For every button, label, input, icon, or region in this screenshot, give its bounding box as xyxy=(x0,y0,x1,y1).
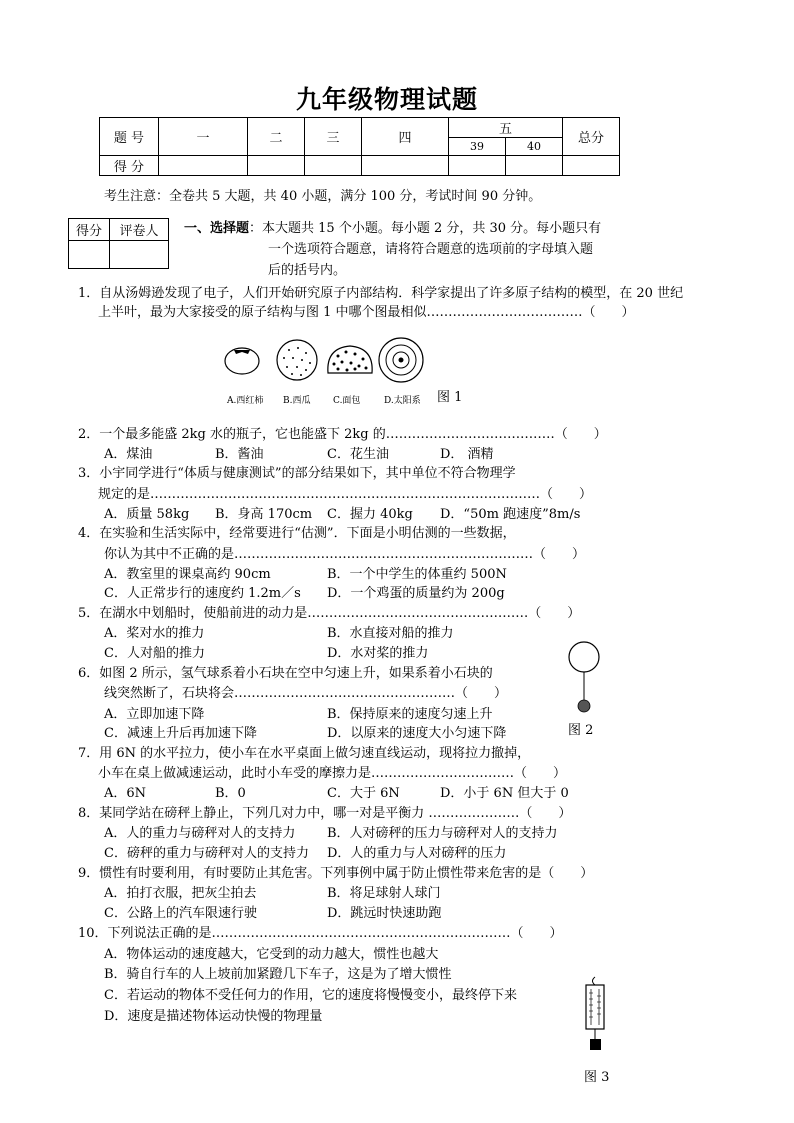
score-cell[interactable] xyxy=(362,156,449,176)
exam-notice: 考生注意：全卷共 5 大题，共 40 小题，满分 100 分，考试时间 90 分钟。 xyxy=(104,189,542,204)
fig1-caption-d: D.太阳系 xyxy=(384,396,421,406)
q7-option-c: C．大于 6N xyxy=(327,786,400,801)
q6-stem: 6．如图 2 所示，氢气球系着小石块在空中匀速上升，如果系着小石块的 xyxy=(78,666,493,681)
grader-table xyxy=(68,218,169,269)
q4-stem: 4．在实验和生活实际中，经常要进行“估测”．下面是小明估测的一些数据， xyxy=(78,526,516,541)
q6-option-b: B．保持原来的速度匀速上升 xyxy=(327,707,493,722)
q3-stem-line2: 规定的是………………………………………………………………………………（ ） xyxy=(98,487,593,502)
score-cell[interactable] xyxy=(305,156,362,176)
q8-option-b: B．人对磅秤的压力与磅秤对人的支持力 xyxy=(327,826,558,841)
figure-1-models xyxy=(218,336,428,386)
q5-option-b: B．水直接对船的推力 xyxy=(327,626,454,641)
col-one: 一 xyxy=(159,118,248,156)
col-total: 总分 xyxy=(563,118,620,156)
q8-stem: 8．某同学站在磅秤上静止，下列几对力中，哪一对是平衡力 …………………（ ） xyxy=(78,806,572,821)
col-40: 40 xyxy=(506,138,563,156)
grader-score-cell[interactable] xyxy=(69,241,110,269)
score-cell[interactable] xyxy=(563,156,620,176)
q2-stem: 2．一个最多能盛 2kg 水的瓶子，它也能盛下 2kg 的…………………………………（ ） xyxy=(78,427,607,442)
q7-option-a: A．6N xyxy=(104,786,147,801)
q1-stem-line2: 上半叶，最为大家接受的原子结构与图 1 中哪个图最相似………………………………（ ） xyxy=(98,305,635,320)
fig3-label: 图 3 xyxy=(584,1070,610,1085)
q9-option-d: D．跳远时快速助跑 xyxy=(327,906,442,921)
q7-stem: 7．用 6N 的水平拉力，使小车在水平桌面上做匀速直线运动，现将拉力撤掉， xyxy=(78,746,531,761)
fig1-caption-a: A.西红柿 xyxy=(227,396,264,406)
q6-option-c: C．减速上升后再加速下降 xyxy=(104,726,257,741)
section-title: 一、选择题 xyxy=(184,221,250,236)
q3-option-d: D．“50m 跑速度”8m/s xyxy=(440,507,581,522)
grader-name-cell[interactable] xyxy=(110,241,169,269)
bread-model-icon xyxy=(328,346,372,373)
solar-system-model-icon xyxy=(379,338,423,382)
q6-option-a: A．立即加速下降 xyxy=(104,707,205,722)
q9-option-b: B．将足球射人球门 xyxy=(327,886,441,901)
q10-option-b: B．骑自行车的人上坡前加紧蹬几下车子，这是为了增大惯性 xyxy=(104,967,452,982)
q4-option-d: D．一个鸡蛋的质量约为 200g xyxy=(327,586,505,601)
q4-option-b: B．一个中学生的体重约 500N xyxy=(327,567,507,582)
q9-stem: 9．惯性有时要利用，有时要防止其危害。下列事例中属于防止惯性带来危害的是（ ） xyxy=(78,866,594,881)
q4-stem-line2: 你认为其中不正确的是……………………………………………………………（ ） xyxy=(104,547,586,562)
q7-stem-line2: 小车在桌上做减速运动，此时小车受的摩擦力是……………………………（ ） xyxy=(98,766,567,781)
q10-option-d: D．速度是描述物体运动快慢的物理量 xyxy=(104,1009,323,1024)
q3-option-b: B．身高 170cm xyxy=(215,507,313,522)
col-two: 二 xyxy=(248,118,305,156)
page-title: 九年级物理试题 xyxy=(296,85,479,114)
col-39: 39 xyxy=(449,138,506,156)
fig1-caption-c: C.面包 xyxy=(333,396,361,406)
grader-name-label: 评卷人 xyxy=(110,219,169,241)
q6-option-d: D．以原来的速度大小匀速下降 xyxy=(327,726,507,741)
fig2-label: 图 2 xyxy=(568,723,594,738)
section-heading xyxy=(184,219,601,239)
q5-option-d: D．水对桨的推力 xyxy=(327,646,429,661)
col-three: 三 xyxy=(305,118,362,156)
q8-option-c: C．磅秤的重力与磅秤对人的支持力 xyxy=(104,846,309,861)
section-instructions: ：本大题共 15 个小题。每小题 2 分，共 30 分。每小题只有 xyxy=(249,221,602,236)
col-five: 五 xyxy=(449,118,563,138)
section-instructions-line2: 一个选项符合题意，请将符合题意的选项前的字母填入题 xyxy=(268,242,594,257)
score-row-label: 题 号 xyxy=(100,118,159,156)
q4-option-c: C．人正常步行的速度约 1.2m／s xyxy=(104,586,301,601)
fig1-label: 图 1 xyxy=(437,390,463,405)
tomato-model-icon xyxy=(225,348,259,374)
q10-option-c: C．若运动的物体不受任何力的作用，它的速度将慢慢变小，最终停下来 xyxy=(104,988,517,1003)
q3-stem: 3．小宇同学进行“体质与健康测试”的部分结果如下，其中单位不符合物理学 xyxy=(78,466,516,481)
q5-option-a: A．桨对水的推力 xyxy=(104,626,205,641)
grader-score-label: 得分 xyxy=(69,219,110,241)
score-cell[interactable] xyxy=(159,156,248,176)
q5-stem: 5．在湖水中划船时，使船前进的动力是……………………………………………（ ） xyxy=(78,606,581,621)
q2-option-d: D． 酒精 xyxy=(440,447,494,462)
score-row2-label: 得 分 xyxy=(100,156,159,176)
q2-option-c: C．花生油 xyxy=(327,447,389,462)
q3-option-c: C．握力 40kg xyxy=(327,507,413,522)
score-cell[interactable] xyxy=(506,156,563,176)
watermelon-model-icon xyxy=(277,340,317,380)
q3-option-a: A．质量 58kg xyxy=(104,507,190,522)
q9-option-c: C．公路上的汽车限速行驶 xyxy=(104,906,257,921)
q8-option-a: A．人的重力与磅秤对人的支持力 xyxy=(104,826,296,841)
spring-scale-figure-icon xyxy=(580,975,610,1055)
q1-stem: 1．自从汤姆逊发现了电子，人们开始研究原子内部结构．科学家提出了许多原子结构的模型，在 20 世纪 xyxy=(78,286,684,301)
q6-stem-line2: 线突然断了，石块将会……………………………………………（ ） xyxy=(104,686,508,701)
balloon-stone-figure-icon xyxy=(564,640,604,720)
score-cell[interactable] xyxy=(248,156,305,176)
fig1-caption-b: B.西瓜 xyxy=(283,396,311,406)
q2-option-b: B．酱油 xyxy=(215,447,264,462)
q5-option-c: C．人对船的推力 xyxy=(104,646,205,661)
q7-option-b: B．0 xyxy=(215,786,246,801)
score-table xyxy=(99,117,620,176)
q10-stem: 10．下列说法正确的是……………………………………………………………（ ） xyxy=(78,926,563,941)
q4-option-a: A．教室里的课桌高约 90cm xyxy=(104,567,271,582)
q7-option-d: D．小于 6N 但大于 0 xyxy=(440,786,569,801)
q2-option-a: A．煤油 xyxy=(104,447,153,462)
q8-option-d: D．人的重力与人对磅秤的压力 xyxy=(327,846,507,861)
score-cell[interactable] xyxy=(449,156,506,176)
q9-option-a: A．拍打衣服，把灰尘拍去 xyxy=(104,886,257,901)
col-four: 四 xyxy=(362,118,449,156)
q10-option-a: A．物体运动的速度越大，它受到的动力越大，惯性也越大 xyxy=(104,947,439,962)
section-instructions-line3: 后的括号内。 xyxy=(268,263,347,278)
